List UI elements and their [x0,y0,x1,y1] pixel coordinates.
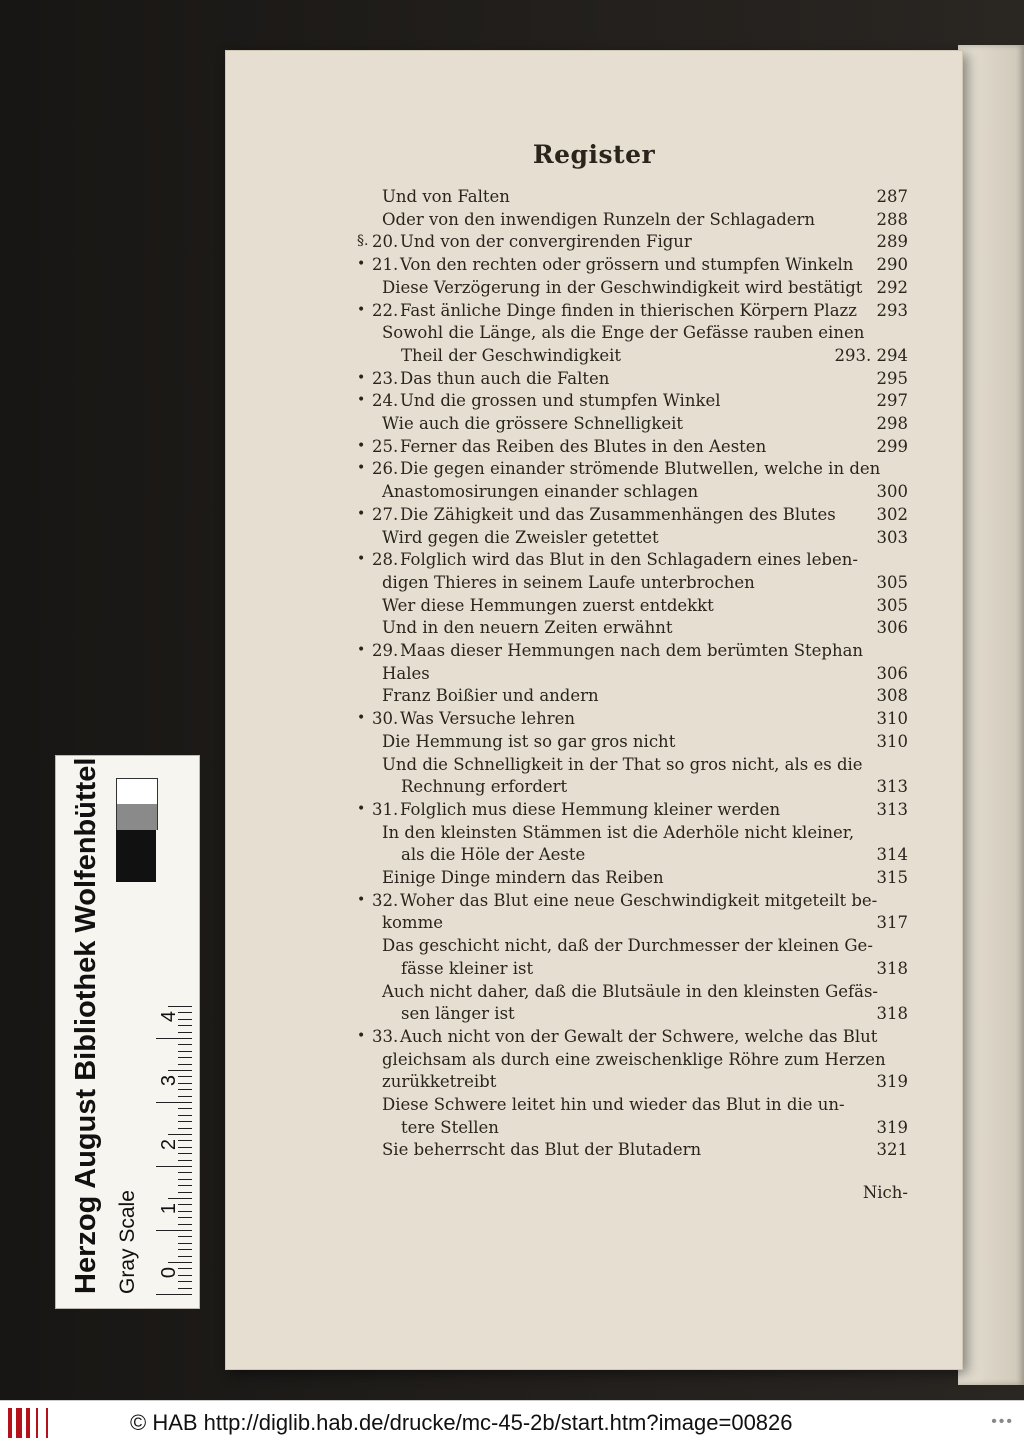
logo-bar [8,1408,12,1438]
entry-text: Und die grossen und stumpfen Winkel [400,391,721,411]
entry-text: Sie beherrscht das Blut der Blutadern [382,1140,702,1160]
ruler-tick [178,1089,192,1090]
logo-bar [26,1408,30,1438]
register-entry [225,301,963,323]
register-entry [225,232,963,254]
ruler-tick [178,1044,192,1045]
register-entry [225,1140,963,1162]
register-entry [225,505,963,527]
register-entry [225,1095,963,1117]
catchword: Nich- [862,1183,908,1202]
register-entry [225,618,963,640]
entry-page-number: 306 [876,663,908,683]
register-entry [225,664,963,686]
ruler-tick [178,1108,192,1109]
entry-section-number: 23. [372,368,399,388]
entry-page-number: 305 [876,572,908,592]
entry-page-number: 313 [876,777,908,797]
ruler-tick [156,1102,192,1103]
entry-section-number: 22. [372,300,399,320]
entry-section-number: 29. [372,641,399,660]
entry-page-number: 298 [876,414,908,433]
entry-text: Diese Verzögerung in der Geschwindigkeit wird bestätigt [382,277,863,297]
entry-page-number: 287 [876,187,908,206]
scale-ruler [55,755,200,1309]
logo-bar [36,1408,38,1438]
book-page [225,50,963,1370]
entry-page-number: 310 [876,731,908,751]
entry-marker: • [357,1027,366,1044]
entry-page-number: 314 [876,845,908,865]
ruler-number: 4 [158,1010,181,1023]
entry-section-number: 30. [372,709,399,729]
ruler-tick [178,1115,192,1116]
entry-text: Hales [382,663,430,683]
entry-text: Folglich mus diese Hemmung kleiner werden [400,799,781,819]
entry-text: Anastomosirungen einander schlagen [382,482,699,502]
ruler-number: 3 [158,1074,181,1087]
entry-text: Oder von den inwendigen Runzeln der Schlagadern [382,209,816,229]
ruler-tick [156,1166,192,1167]
entry-marker: • [357,392,366,409]
entry-page-number: 319 [876,1117,908,1137]
entry-page-number: 308 [876,686,908,706]
entry-text: Das geschicht nicht, daß der Durchmesser der kleinen Ge- [382,936,873,956]
entry-marker: §. [357,233,369,250]
footer-copyright-url[interactable]: © HAB http://diglib.hab.de/drucke/mc-45-2b/start.htm?image=00826 [130,1410,793,1435]
entry-section-number: 28. [372,550,399,570]
ruler-tick [156,1294,192,1295]
entry-text: Wird gegen die Zweisler getettet [382,527,659,547]
ruler-tick [178,1096,192,1097]
entry-marker: • [357,891,366,908]
register-entry [225,459,963,481]
register-entry [225,709,963,731]
ruler-tick [178,1128,192,1129]
entry-page-number: 319 [876,1072,908,1092]
ruler-tick [178,1281,192,1282]
ruler-tick [178,1236,192,1237]
ruler-tick [178,1256,192,1257]
entry-marker: • [357,369,366,386]
register-entry [225,641,963,663]
entry-marker: • [357,437,366,454]
ruler-tick [178,1051,192,1052]
entry-marker: • [357,301,366,318]
entry-section-number: 32. [372,890,399,910]
entry-section-number: 25. [372,436,399,456]
entry-text: Folglich wird das Blut in den Schlagadern eines leben- [400,550,858,570]
ruler-ticks [152,1006,192,1296]
ruler-tick [178,1288,192,1289]
entry-text: Theil der Geschwindigkeit [401,345,622,365]
ruler-number: 1 [158,1202,181,1215]
entry-page-number: 317 [876,913,908,933]
ruler-number: 2 [158,1138,181,1151]
register-entry [225,369,963,391]
entry-page-number: 318 [876,958,908,978]
entry-text: Maas dieser Hemmungen nach dem berümten Stephan [400,641,864,660]
register-entry [225,210,963,232]
ruler-number: 0 [158,1266,181,1279]
entry-text: Und von der convergirenden Figur [400,232,692,252]
entry-text: Wie auch die grössere Schnelligkeit [382,414,683,433]
entry-text: Und in den neuern Zeiten erwähnt [382,618,673,638]
entry-section-number: 27. [372,504,399,524]
facing-page-edge [958,45,1024,1385]
register-entry [225,528,963,550]
ruler-tick [178,1121,192,1122]
entry-text: zurükketreibt [382,1072,497,1092]
entry-text: Die Hemmung ist so gar gros nicht [382,731,676,751]
entry-text: Einige Dinge mindern das Reiben [382,868,664,887]
register-entry [225,323,963,345]
ruler-tick [178,1064,192,1065]
entry-page-number: 321 [876,1140,908,1160]
entry-marker: • [357,551,366,568]
register-entry [225,777,963,799]
register-entry [225,845,963,867]
ruler-institution-label: Herzog August Bibliothek Wolfenbüttel [70,757,102,1294]
register-entry [225,187,963,209]
logo-bar [46,1408,48,1438]
ruler-tick [178,1224,192,1225]
entry-text: Die gegen einander strömende Blutwellen, welche in den [400,459,881,479]
register-entry [225,596,963,618]
ruler-tick [178,1032,192,1033]
register-entry [225,1118,963,1140]
entry-page-number: 295 [876,368,908,388]
ruler-tick [178,1243,192,1244]
register-entry [225,1072,963,1094]
entry-text: gleichsam als durch eine zweischenklige Röhre zum Herzen [382,1049,886,1069]
entry-text: tere Stellen [401,1117,499,1137]
entry-text: Woher das Blut eine neue Geschwindigkeit mitgeteilt be- [400,890,878,910]
ruler-gray-scale-label: Gray Scale [116,1190,139,1294]
ruler-tick [168,1262,192,1263]
entry-text: Fast änliche Dinge finden in thierischen Körpern Plazz [400,300,857,320]
ruler-tick [168,1134,192,1135]
gray-swatch-mid [116,804,158,830]
entry-page-number: 292 [876,277,908,297]
viewer-footer [0,1400,1024,1445]
entry-page-number: 315 [876,868,908,887]
register-entry [225,936,963,958]
ruler-tick [168,1198,192,1199]
entry-text: Das thun auch die Falten [400,368,610,388]
entry-page-number: 306 [876,618,908,638]
entry-page-number: 299 [876,436,908,456]
register-entry [225,255,963,277]
entry-marker: • [357,460,366,477]
entry-section-number: 26. [372,459,399,479]
entry-text: Sowohl die Länge, als die Enge der Gefässe rauben einen [382,323,865,343]
entry-marker: • [357,710,366,727]
register-entry [225,1050,963,1072]
entry-page-number: 318 [876,1004,908,1024]
entry-text: Ferner das Reiben des Blutes in den Aesten [400,436,767,456]
entry-text: Franz Boißier und andern [382,686,599,706]
entry-text: Auch nicht daher, daß die Blutsäule in den kleinsten Gefäs- [382,981,879,1001]
entry-text: Und die Schnelligkeit in der That so gros nicht, als es die [382,754,863,774]
entry-page-number: 288 [876,209,908,229]
register-entry [225,959,963,981]
ruler-tick [156,1038,192,1039]
entry-text: Die Zähigkeit und das Zusammenhängen des Blutes [400,504,836,524]
register-entry [225,755,963,777]
register-entry [225,573,963,595]
entry-section-number: 21. [372,255,399,275]
entry-text: als die Höle der Aeste [401,845,586,865]
register-entry [225,1027,963,1049]
register-entry [225,823,963,845]
ruler-tick [178,1057,192,1058]
entry-section-number: 33. [372,1026,399,1046]
register-entry [225,868,963,890]
entry-text: fässe kleiner ist [401,958,534,978]
register-entry [225,1004,963,1026]
entry-page-number: 293. 294 [834,345,908,365]
register-entry [225,482,963,504]
entry-page-number: 305 [876,595,908,615]
ruler-tick [178,1172,192,1173]
entry-page-number: 300 [876,482,908,502]
entry-text: In den kleinsten Stämmen ist die Aderhöle nicht kleiner, [382,822,855,842]
entry-section-number: 31. [372,799,399,819]
register-entry [225,346,963,368]
entry-text: komme [382,913,443,933]
entry-page-number: 310 [876,709,908,729]
ruler-tick [178,1192,192,1193]
entry-text: digen Thieres in seinem Laufe unterbrochen [382,572,755,592]
gray-swatch-white [116,778,158,806]
page-title: Register [532,140,656,169]
ruler-tick [168,1070,192,1071]
ruler-tick [168,1006,192,1007]
register-entry [225,913,963,935]
entry-text: Was Versuche lehren [400,709,576,729]
entry-text: Auch nicht von der Gewalt der Schwere, welche das Blut [400,1026,878,1046]
ruler-tick [178,1249,192,1250]
register-entry [225,982,963,1004]
entry-page-number: 297 [876,391,908,411]
entry-text: Rechnung erfordert [401,777,568,797]
entry-page-number: 293 [876,300,908,320]
register-entry [225,414,963,436]
ruler-tick [156,1230,192,1231]
ruler-tick [178,1160,192,1161]
entry-page-number: 289 [876,232,908,252]
entry-marker: • [357,642,366,658]
entry-marker: • [357,256,366,273]
hab-logo-icon [8,1408,48,1438]
entry-marker: • [357,800,366,817]
entry-section-number: 20. [372,232,399,252]
entry-text: sen länger ist [401,1004,515,1024]
gray-swatch-black [116,830,156,882]
entry-text: Diese Schwere leitet hin und wieder das Blut in die un- [382,1095,845,1114]
ruler-tick [178,1179,192,1180]
ruler-tick [178,1185,192,1186]
register-entry [225,391,963,413]
register-entry [225,437,963,459]
logo-bar [16,1408,22,1438]
entry-text: Und von Falten [382,187,510,206]
register-entry [225,550,963,572]
entry-text: Von den rechten oder grössern und stumpfen Winkeln [400,255,854,275]
entry-page-number: 303 [876,527,908,547]
ruler-tick [178,1153,192,1154]
register-entry [225,278,963,300]
ruler-tick [178,1025,192,1026]
register-entry [225,732,963,754]
entry-text: Wer diese Hemmungen zuerst entdekkt [382,595,714,615]
ruler-tick [178,1217,192,1218]
entry-page-number: 302 [876,504,908,524]
register-entry [225,891,963,913]
entry-marker: • [357,505,366,522]
register-entry [225,800,963,822]
more-menu-icon[interactable]: ••• [991,1413,1014,1430]
entry-section-number: 24. [372,391,399,411]
entry-page-number: 290 [876,255,908,275]
register-entry [225,686,963,708]
entry-page-number: 313 [876,799,908,819]
